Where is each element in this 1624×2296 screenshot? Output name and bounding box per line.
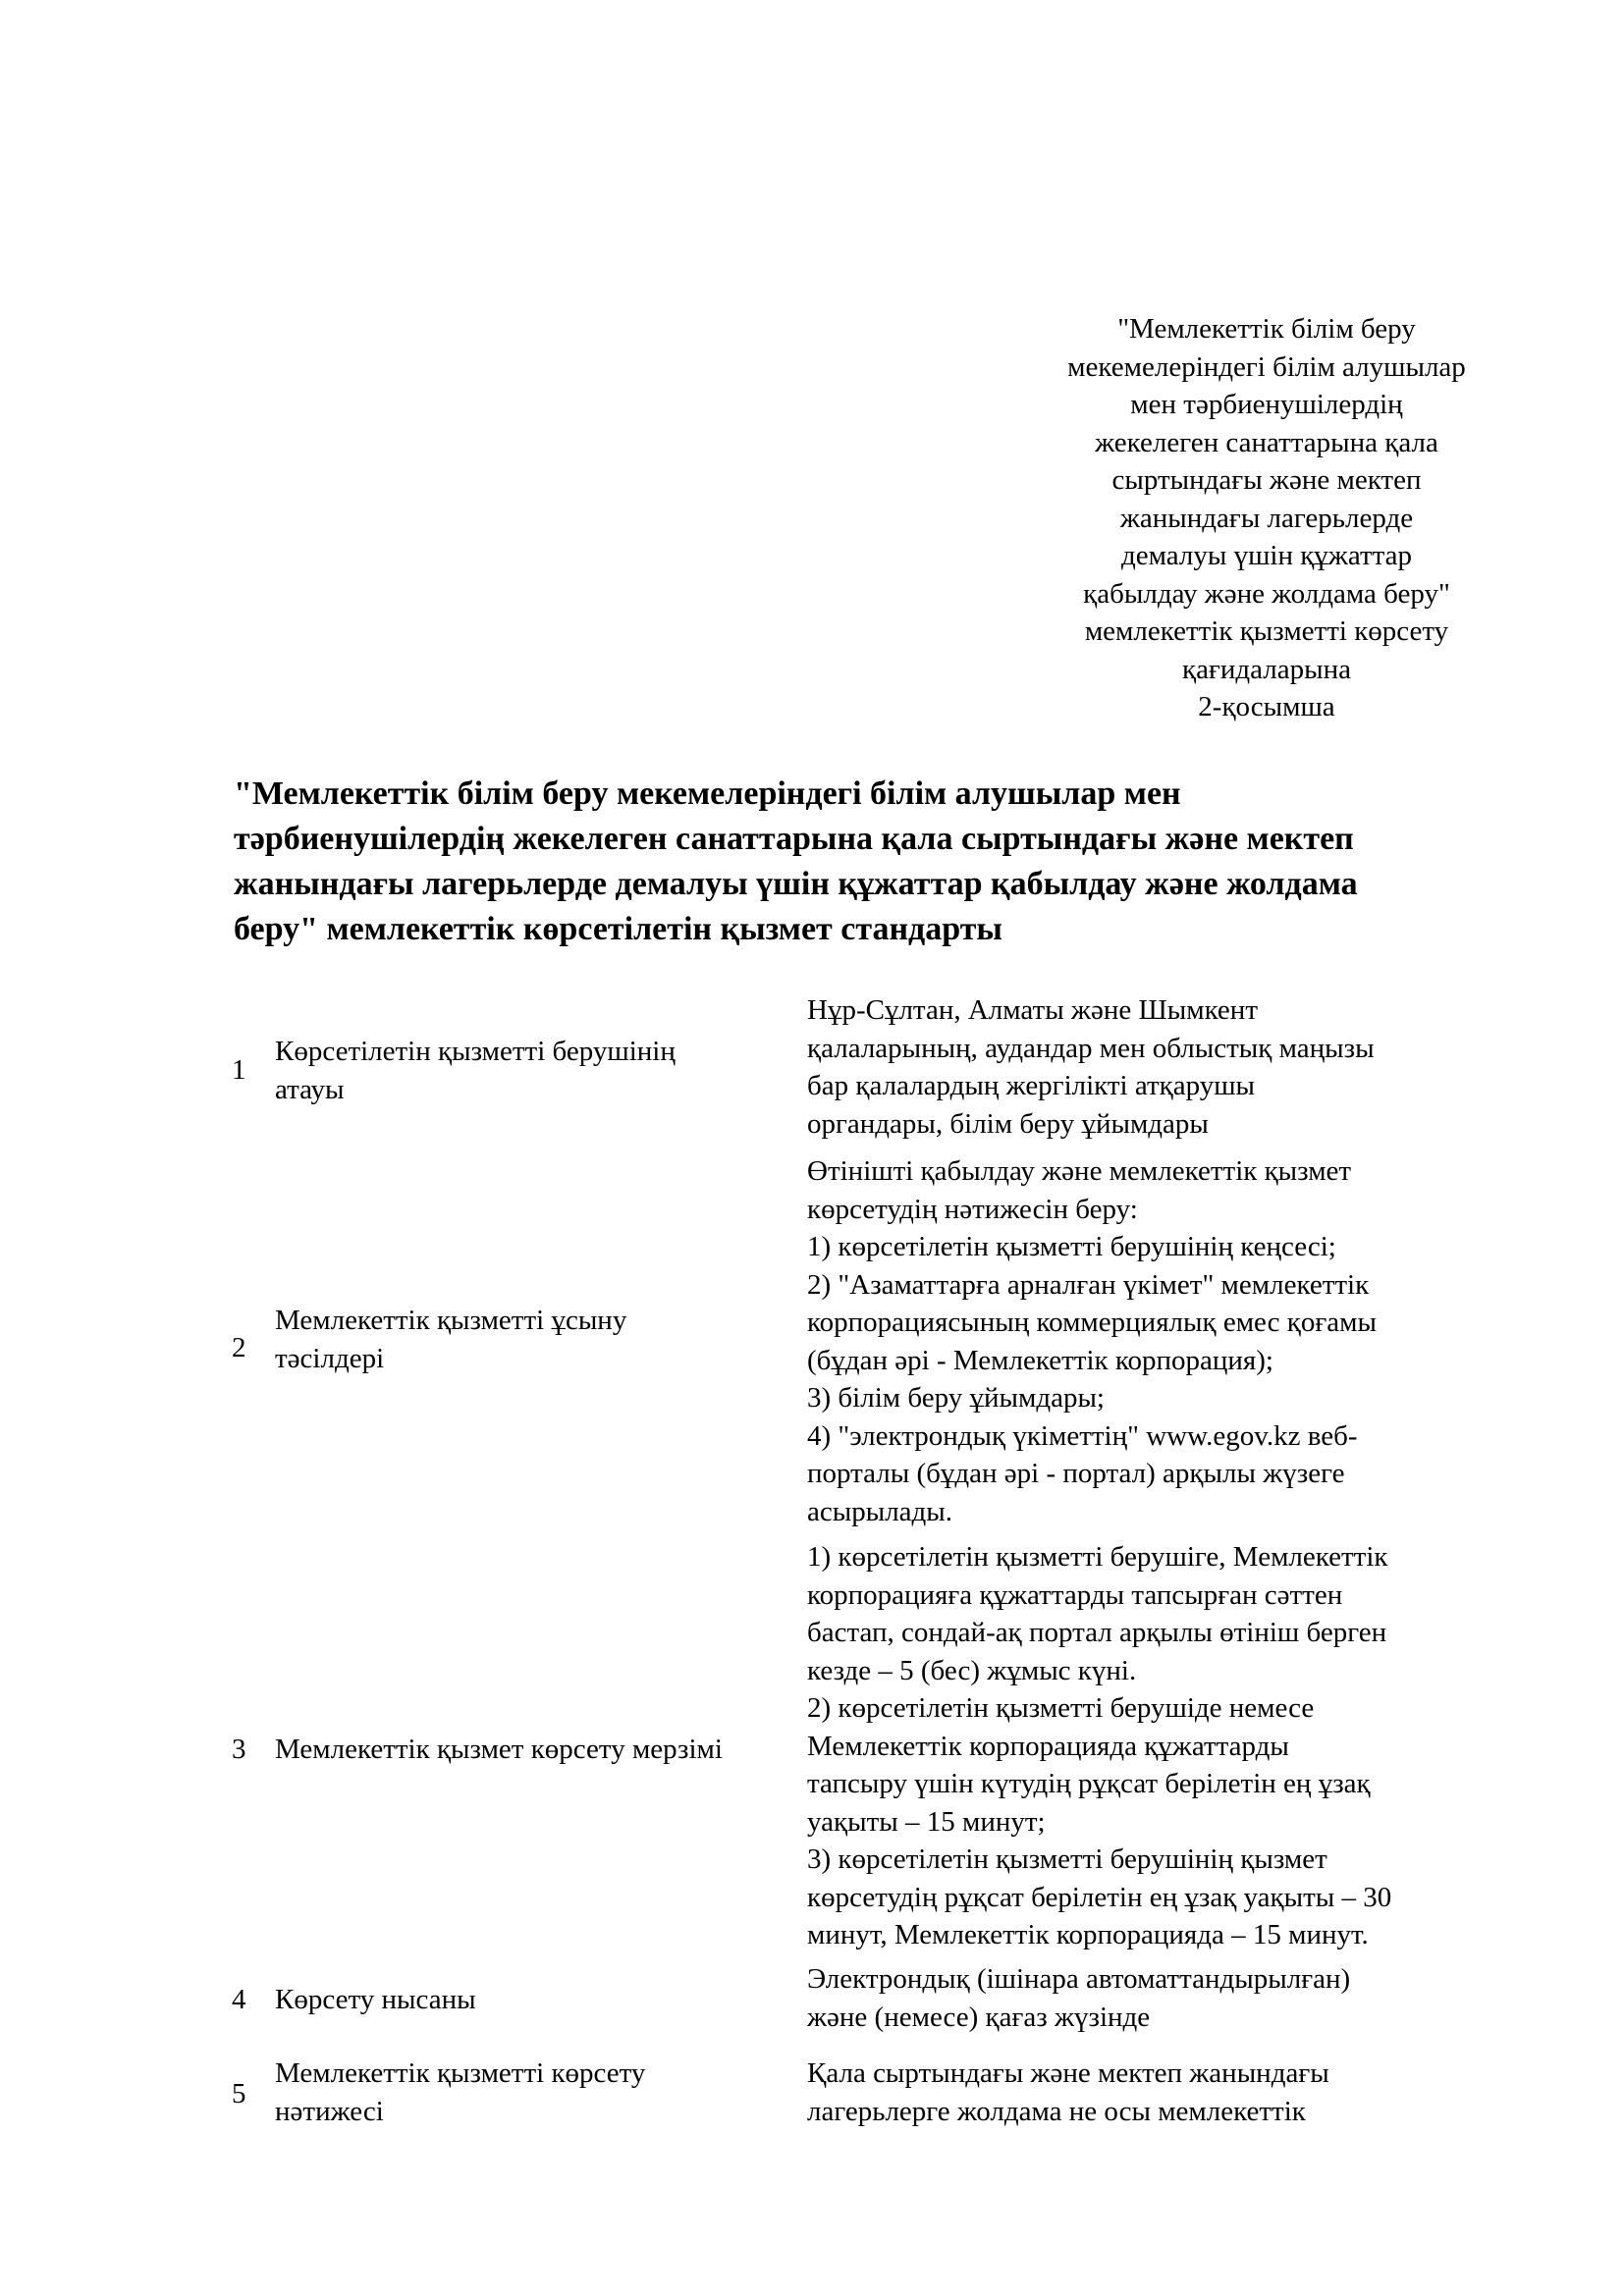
row-value-line: Қала сыртындағы және мектеп жанындағы [807,2057,1329,2089]
row-value-line: 3) көрсетілетін қызметті берушінің қызмет [807,1843,1327,1875]
row-value-line: қалаларының, аудандар мен облыстық маңызы [807,1032,1375,1064]
row-value-line: 2) көрсетілетін қызметті берушіде немесе [807,1692,1315,1724]
row-value-line: Мемлекеттік корпорацияда құжаттарды [807,1730,1289,1762]
row-name-line: Мемлекеттік қызметті көрсету [275,2057,646,2089]
row-value-line: (бұдан әрі - Мемлекеттік корпорация); [807,1344,1273,1376]
title-line: жанындағы лагерьлерде демалуы үшін құжаттар қабылдау және жолдама [234,866,1358,902]
annex-line: жанындағы лагерьлерде [1119,502,1414,534]
row-value-line: көрсетудің нәтижесін беру: [807,1193,1138,1225]
row-name [275,1731,805,1769]
annex-reference [1021,310,1512,726]
row-name-line: нәтижесі [275,2095,384,2127]
row-name-line: атауы [275,1073,345,1105]
annex-line: мекемелеріндегі білім алушылар [1067,350,1466,383]
row-name [275,2055,805,2130]
row-number: 2 [232,1332,246,1363]
row-value-line: бар қалалардың жергілікті атқарушы [807,1070,1256,1101]
row-value-line: уақыты – 15 минут; [807,1805,1046,1838]
annex-line: сыртындағы және мектеп [1111,464,1422,496]
annex-line: қабылдау және жолдама беру" [1083,577,1450,610]
row-number: 4 [232,1984,246,2015]
annex-number: 2-қосымша [1198,691,1335,722]
row-name-line: Мемлекеттік қызмет көрсету мерзімі [275,1734,723,1765]
row-value-line: порталы (бұдан әрі - портал) арқылы жүзеге [807,1458,1345,1489]
row-name [275,1302,805,1377]
row-value-line: корпорацияға құжаттарды тапсырған сәттен [807,1578,1343,1611]
title-line: "Мемлекеттік білім беру мекемелеріндегі білім алушылар мен [234,775,1181,812]
row-value [807,1538,1534,1954]
annex-line: демалуы үшін құжаттар [1120,540,1413,571]
row-value-line: және (немесе) қағаз жүзінде [807,2001,1151,2033]
row-value-line: Нұр-Сұлтан, Алматы және Шымкент [807,994,1259,1026]
row-name-line: Мемлекеттік қызметті ұсыну [275,1305,627,1336]
title-line: тәрбиенушілердің жекелеген санаттарына қала сыртындағы және мектеп [234,821,1354,857]
row-name-line: тәсілдері [275,1342,385,1374]
row-value-line: органдары, білім беру ұйымдары [807,1107,1209,1140]
row-name-line: Көрсету нысаны [275,1984,476,2015]
row-name [275,1033,805,1108]
standard-title [234,772,1540,952]
row-value-line: корпорациясының коммерциялық емес қоғамы [807,1307,1377,1338]
annex-line: мемлекеттік қызметті көрсету [1084,615,1449,647]
annex-line: "Мемлекеттік білім беру [1117,313,1416,345]
row-value-line: 2) "Азаматтарға арналған үкімет" мемлекеттік [807,1268,1370,1301]
row-value-line: Электрондық (ішінара автоматтандырылған) [807,1963,1351,1995]
row-number: 1 [232,1054,246,1086]
row-value-line: Өтінішті қабылдау және мемлекеттік қызмет [807,1155,1352,1187]
row-value-line: лагерьлерге жолдама не осы мемлекеттік [807,2095,1306,2127]
row-value-line: көрсетудің рұқсат берілетін ең ұзақ уақыты – 30 [807,1881,1392,1913]
row-value [807,1960,1534,2036]
row-number: 3 [232,1734,246,1765]
row-value-line: 3) білім беру ұйымдары; [807,1382,1105,1414]
row-value-line: 1) көрсетілетін қызметті берушіге, Мемлекеттік [807,1541,1388,1573]
annex-line: жекелеген санаттарына қала [1095,426,1438,458]
row-value-line: асырылады. [807,1495,953,1527]
row-name [275,1981,805,2019]
row-value-line: тапсыру үшін күтудің рұқсат берілетін ең ұзақ [807,1768,1371,1799]
row-value-line: кезде – 5 (бес) жұмыс күні. [807,1654,1137,1686]
title-line: беру" мемлекеттік көрсетілетін қызмет стандарты [234,911,1002,947]
row-value-line: минут, Мемлекеттік корпорацияда – 15 минут. [807,1919,1369,1950]
row-value [807,991,1534,1143]
row-value [807,1152,1534,1530]
row-number: 5 [232,2078,246,2109]
row-value-line: 1) көрсетілетін қызметті берушінің кеңсесі; [807,1231,1336,1262]
row-name-line: Көрсетілетін қызметті берушінің [275,1036,676,1067]
row-value [807,2055,1534,2130]
annex-line: қағидаларына [1182,653,1351,685]
row-value-line: 4) "электрондық үкіметтің" www.egov.kz веб- [807,1419,1358,1452]
row-value-line: бастап, сондай-ақ портал арқылы өтініш берген [807,1617,1387,1648]
annex-line: мен тәрбиенушілердің [1130,389,1403,420]
